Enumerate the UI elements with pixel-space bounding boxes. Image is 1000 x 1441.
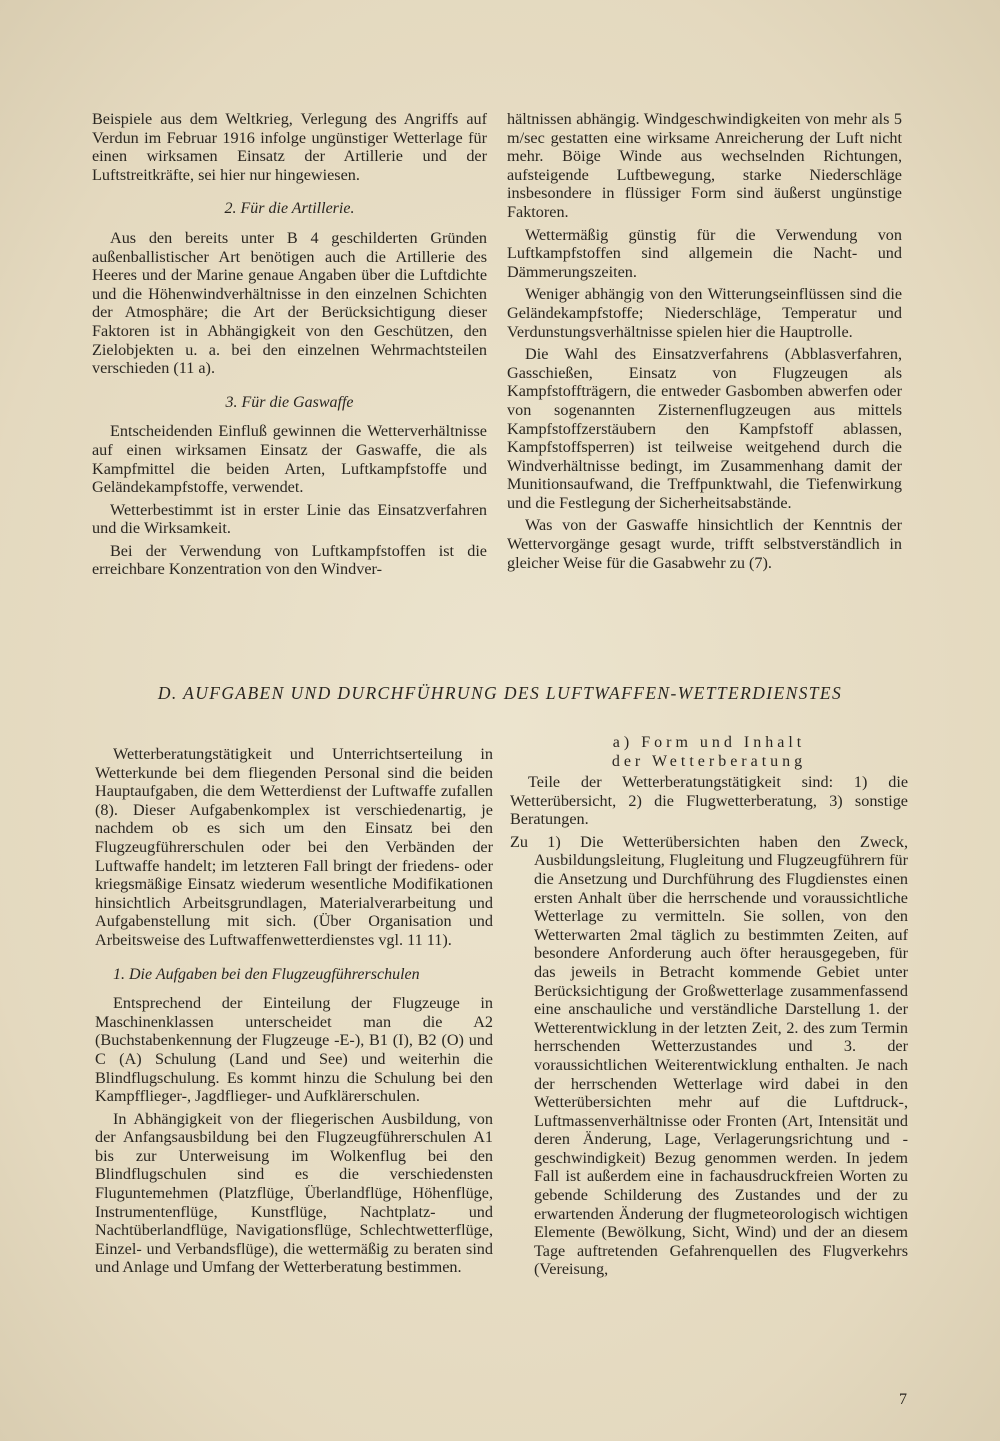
paragraph: Entscheidenden Einfluß gewinnen die Wetterverhältnisse auf einen wirksamen Einsatz der Gaswaffe, die als Kampfmittel die beiden Arten, Luftkampfstoffe und Geländekampfstoffe, verwendet. [92, 422, 487, 497]
paragraph: In Abhängigkeit von der fliegerischen Ausbildung, von der Anfangsausbildung bei den Flugzeugführerschulen A1 bis zur Unterweisung im Wolkenflug bei den Blindflugschulen sind es die verschiedensten Fluguntemehmen (Platzflüge, Überlandflüge, Höhenflüge, Instrumentenflüge, Kunstflüge, Nachtplatz- und Nachtüberlandflüge, Navigationsflüge, Schlechtwetterflüge, Einzel- und Verbandsflüge), die wettermäßig zu beraten sind und Anlage und Umfang der Wetterberatung bestimmen. [95, 1109, 493, 1277]
paragraph: Wetterbestimmt ist in erster Linie das Einsatzverfahren und die Wirksamkeit. [92, 500, 487, 538]
section-title: D. AUFGABEN UND DURCHFÜHRUNG DES LUFTWAFFEN-WETTERDIENSTES [157, 683, 843, 703]
section-heading-flugzeugfuehrerschulen: 1. Die Aufgaben bei den Flugzeugführerschulen [113, 965, 420, 983]
column-bottom-right [510, 733, 908, 1283]
paragraph: Die Wahl des Einsatzverfahrens (Abblasverfahren, Gasschießen, Einsatz von Flugzeugen als Kampfstoffträgern, die entweder Gasbomben abwerfen oder von sogenannten Zisternenflugzeugen aus mittels Kampfstoffzerstäubern den Kampfstoff ablassen, Kampfstoffsperren) ist teilweise weitgehend durch die Windverhältnisse bedingt, im Zusammenhang damit der Munitionsaufwand, die Treffpunktwahl, die Tiefenwirkung und die Festlegung der Sicherheitsabstände. [507, 345, 902, 512]
column-top-left [92, 110, 487, 583]
paragraph: Beispiele aus dem Weltkrieg, Verlegung des Angriffs auf Verdun im Februar 1916 infolge ungünstiger Wetterlage für einen wirksamen Einsatz der Artillerie und der Luftstreitkräfte, sei hier nur hingewiesen. [92, 110, 487, 184]
paragraph: Entsprechend der Einteilung der Flugzeuge in Maschinenklassen unterscheidet man die A2 (Buchstabenkennung der Flugzeuge -E-), B1 (I), B2 (O) und C (A) Schulung (Land und See) und weiterhin die Blindflugschulung. Es kommt hinzu die Schulung bei den Kampfflieger-, Jagdflieger- und Aufklärerschulen. [95, 994, 493, 1106]
paragraph: Was von der Gaswaffe hinsichtlich der Kenntnis der Wettervorgänge gesagt wurde, trifft selbstverständlich in gleicher Weise für die Gasabwehr zu (7). [507, 516, 902, 572]
section-heading-gaswaffe: 3. Für die Gaswaffe [225, 393, 354, 411]
paragraph: Aus den bereits unter B 4 geschilderten Gründen außenballistischer Art benötigen auch die Artillerie des Heeres und der Marine genaue Angaben über die Luftdichte und die Höhenwindverhältnisse in den einzelnen Schichten der Atmosphäre; die Art der Berücksichtigung dieser Faktoren ist in Abhängigkeit von den Geschützen, den Zielobjekten u. a. bei den einzelnen Wehrmachtsteilen verschieden (11 a). [92, 228, 487, 378]
column-bottom-left [95, 745, 493, 1281]
page-number: 7 [899, 1391, 907, 1408]
column-top-right [507, 110, 902, 576]
section-heading-artillerie: 2. Für die Artillerie. [224, 200, 355, 218]
paragraph: Weniger abhängig von den Witterungseinflüssen sind die Geländekampfstoffe; Niederschläge, Temperatur und Verdunstungsverhältnisse spielen hier die Hauptrolle. [507, 285, 902, 341]
subheading-line-1: a) Form und Inhalt [612, 734, 806, 751]
paragraph: Wetterberatungstätigkeit und Unterrichtserteilung in Wetterkunde bei dem fliegenden Personal sind die beiden Hauptaufgaben, die dem Wetterdienst der Luftwaffe zufallen (8). Dieser Aufgabenkomplex ist verschiedenartig, je nachdem ob es sich um den Einsatz bei den Flugzeugführerschulen oder bei den Verbänden der Luftwaffe handelt; im letzteren Fall bringt der friedens- oder kriegsmäßige Einsatz wiederum wesentliche Modifikationen hinsichtlich Arbeitsgrundlagen, Materialverarbeitung und Aufgabenstellung mit sich. (Über Organisation und Arbeitsweise des Luftwaffenwetterdienstes vgl. 11 11). [95, 745, 493, 949]
paragraph: Wettermäßig günstig für die Verwendung von Luftkampfstoffen sind allgemein die Nacht- und Dämmerungszeiten. [507, 225, 902, 281]
paragraph: Bei der Verwendung von Luftkampfstoffen ist die erreichbare Konzentration von den Windver- [92, 541, 487, 579]
paragraph: Zu 1) Die Wetterübersichten haben den Zweck, Ausbildungsleitung, Flugleitung und Flugzeugführern für die Ansetzung und Durchführung des Flugdienstes einen ersten Anhalt über die herrschende und voraussichtliche Wetterlage zu vermitteln. Sie sollen, von den Wetterwarten 2mal täglich zu bestimmten Zeiten, auf besondere Anforderung auch öfter herausgegeben, für das jeweils in Betracht kommende Gebiet unter Berücksichtigung der Großwetterlage zusammenfassend eine anschauliche und verständliche Darstellung 1. der Wetterentwicklung in der letzten Zeit, 2. des zum Termin herrschenden Wetterzustandes und 3. der voraussichtlichen Weiterentwicklung enthalten. Je nach der herrschenden Wetterlage wird dabei in den Wetterübersichten mehr auf die Luftdruck-, Luftmassenverhältnisse oder Fronten (Art, Intensität und deren Änderung, Lage, Verlagerungsrichtung und -geschwindigkeit) Bezug genommen werden. In jedem Fall ist außerdem eine in fachausdruckfreien Worten zu gebende Schilderung des Zustandes und der zu erwartenden Änderung der flugmeteorologisch wichtigen Elemente (Bewölkung, Sicht, Wind) und der an diesem Tage auftretenden Gefahrenquellen des Flugverkehrs (Vereisung, [510, 832, 908, 1279]
paragraph: hältnissen abhängig. Windgeschwindigkeiten von mehr als 5 m/sec gestatten eine wirksame Anreicherung der Luft nicht mehr. Böige Winde aus wechselnden Richtungen, aufsteigende Luftbewegung, starke Niederschläge insbesondere in flüssiger Form sind äußerst ungünstige Faktoren. [507, 110, 902, 221]
paragraph: Teile der Wetterberatungstätigkeit sind: 1) die Wetterübersicht, 2) die Flugwetterberatung, 3) sonstige Beratungen. [510, 773, 908, 829]
subheading-line-2: der Wetterberatung [611, 753, 807, 770]
